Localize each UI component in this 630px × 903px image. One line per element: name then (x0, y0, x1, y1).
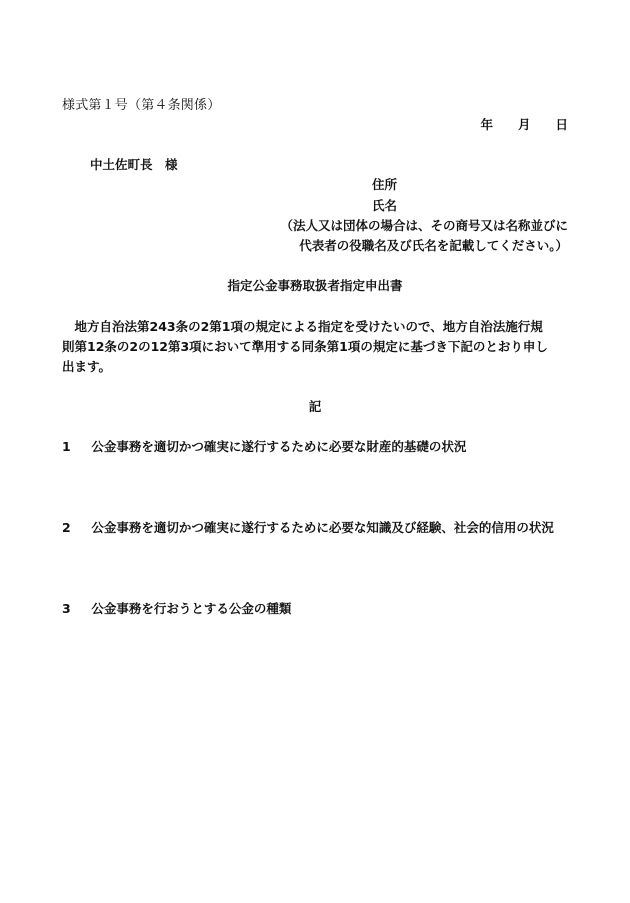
list-item (62, 603, 291, 616)
item-number: 3 (62, 601, 71, 616)
item-text: 公金事務を行おうとする公金の種類 (91, 601, 292, 616)
item-text: 公金事務を適切かつ確実に遂行するために必要な知識及び経験、社会的信用の状況 (91, 520, 554, 535)
document-title: 指定公金事務取扱者指定申出書 (227, 278, 403, 293)
body-text-line-2: 則第12条の2の12第3項において準用する同条第1項の規定に基づき下記のとおり申し (62, 339, 548, 354)
form-number: 様式第１号（第４条関係） (62, 98, 221, 113)
list-item (62, 522, 554, 535)
item-number: 1 (62, 439, 71, 454)
corp-note-line-2: 代表者の役職名及び氏名を記載してください。） (299, 238, 568, 253)
address-label: 住所 (372, 177, 398, 192)
addressee: 中土佐町長 様 (90, 157, 178, 172)
list-item (62, 441, 466, 454)
item-text: 公金事務を適切かつ確実に遂行するために必要な財産的基礎の状況 (91, 439, 467, 454)
body-text-line-3: 出ます。 (62, 359, 112, 374)
item-number: 2 (62, 520, 71, 535)
body-text-line-1: 地方自治法第243条の2第1項の規定による指定を受けたいので、地方自治法施行規 (62, 319, 543, 334)
name-label: 氏名 (372, 198, 398, 213)
date-line: 年 月 日 (480, 117, 568, 132)
ki-heading: 記 (308, 399, 322, 414)
corp-note-line-1: （法人又は団体の場合は、その商号又は名称並びに (280, 218, 568, 233)
